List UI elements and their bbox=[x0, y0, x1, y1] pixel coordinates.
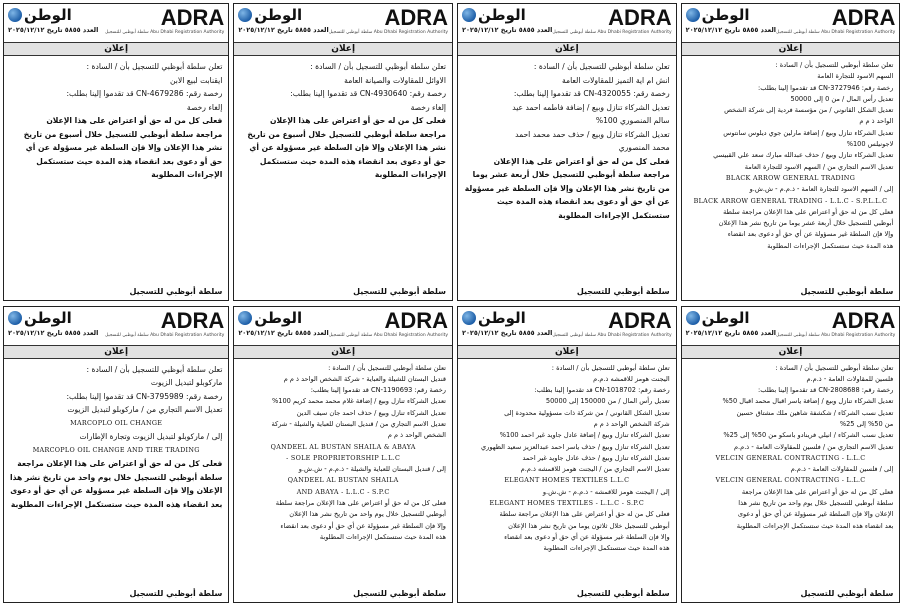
issue-date: العدد ٥٨٥٥ تاريخ ٢٠٢٥/١٢/١٢ bbox=[8, 26, 99, 34]
notice-line: تعديل الشركاء تنازل وبيع / حذف حمد محمد احمد bbox=[515, 129, 670, 139]
notice-line: وإلا فإن السلطة غير مسؤولة عن أي حق أو دعوى بعد انقضاء bbox=[727, 230, 894, 239]
notice-line: QANDEEL AL BUSTAN SHAILA bbox=[287, 476, 399, 485]
notice-header bbox=[458, 307, 676, 345]
notice-line: تعديل الشركاء تنازل وبيع / إضافة غلام محمد محمد كريم 100% bbox=[272, 397, 446, 406]
notice-line: تعلن سلطة أبوظبي للتسجيل بأن / السادة : bbox=[533, 62, 670, 71]
notice-line: ELEGANT HOMES TEXTILES L.L.C bbox=[504, 476, 630, 485]
notice-footer: سلطة أبوظبي للتسجيل bbox=[800, 589, 894, 598]
notice-line: وإلا فإن السلطة غير مسؤولة عن أي حق أو دعوى بعد انقضاء bbox=[504, 532, 670, 541]
notice-line: شركة الشخص الواحد ذ م م bbox=[593, 419, 670, 428]
adra-subtitle: سلطة أبوظبي للتسجيل Abu Dhabi Registration Authority bbox=[105, 332, 225, 338]
notice-line: تعديل الشركاء تنازل وبيع / إضافة مارلين جوي ديلوس سانتوس bbox=[723, 128, 894, 137]
newspaper-name: الوطن bbox=[254, 6, 303, 24]
adra-block bbox=[776, 307, 896, 338]
notice-line: تعديل الاسم التجاري من / قنديل البستان للعباية والشيلة - شركة bbox=[271, 419, 446, 428]
globe-icon bbox=[686, 8, 700, 22]
notice-body bbox=[234, 363, 452, 589]
notice-line: تعديل رأس المال / من 150000 إلى 50000 bbox=[545, 397, 670, 406]
notice-line: مراجعة سلطة أبوظبي للتسجيل خلال أسبوع من تاريخ bbox=[247, 129, 446, 139]
newspaper-logo bbox=[686, 7, 750, 23]
notice-line: تعديل الشكل القانوني / من مؤسسة فردية إلى شركة الشخص bbox=[724, 106, 894, 115]
notice-header bbox=[458, 4, 676, 42]
newspaper-logo bbox=[462, 310, 526, 326]
newspaper-block bbox=[686, 310, 776, 337]
newspaper-block bbox=[238, 310, 328, 337]
notice-line: فعلى كل من له حق أو اعتراض على هذا الإعلان مراجعة bbox=[17, 459, 223, 468]
notice-line: حق أو دعوى بعد انقضاء هذه المدة حيث ستستكمل bbox=[36, 156, 223, 166]
notice-line: اليجنت هومز للاقمشه ذ.م.م bbox=[593, 374, 670, 383]
notice-line: رخصة رقم: CN-4679286 قد تقدموا إلينا بطلب: bbox=[66, 89, 223, 98]
newspaper-logo bbox=[238, 7, 302, 23]
notice-line: BLACK ARROW GENERAL TRADING - L.L.C - S.P.L.L.C bbox=[693, 196, 888, 205]
newspaper-name: الوطن bbox=[478, 308, 526, 327]
notices-grid bbox=[3, 3, 896, 603]
adra-block bbox=[776, 7, 895, 35]
notice-line: فعلى كل من له حق أو اعتراض على هذا الإعلان مراجعة سلطة bbox=[499, 510, 670, 519]
notice-line: حق أو دعوى بعد انقضاء هذه المدة حيث ستستكمل bbox=[259, 156, 446, 166]
globe-icon bbox=[462, 311, 476, 325]
notice-line: تعلن سلطة أبوظبي للتسجيل بأن / السادة : bbox=[775, 363, 894, 372]
newspaper-logo bbox=[238, 310, 302, 326]
newspaper-logo bbox=[686, 310, 750, 326]
notice-line: إلى / السهم الاسود للتجارة العامة - ذ.م.م - ش.ش.و bbox=[749, 185, 894, 194]
notice-footer: سلطة أبوظبي للتسجيل bbox=[129, 589, 223, 598]
notice-card-8 bbox=[681, 306, 900, 604]
notice-line: عن أي حق أو دعوى بعد انقضاء هذه المدة حيث bbox=[497, 197, 670, 206]
newspaper-logo bbox=[8, 310, 72, 326]
notice-line: رخصة رقم: CN-3795989 قد تقدموا إلينا بطلب: bbox=[66, 391, 223, 401]
notice-line: سلطة أبوظبي للتسجيل خلال يوم واحد من تاريخ نشر هذا bbox=[738, 499, 894, 508]
notice-line: QANDEEL AL BUSTAN SHAILA & ABAYA bbox=[270, 442, 416, 451]
globe-icon bbox=[8, 8, 22, 22]
adra-logo: ADRA bbox=[608, 307, 672, 333]
notice-line: من 50% إلى 25% bbox=[839, 419, 894, 428]
notice-card-3 bbox=[457, 3, 677, 301]
issue-date: العدد ٥٨٥٥ تاريخ ٢٠٢٥/١٢/١٢ bbox=[462, 328, 553, 337]
notice-line: أبوظبي للتسجيل خلال ثلاثون يوما من تاريخ نشر هذا الإعلان bbox=[508, 521, 670, 530]
adra-block bbox=[552, 7, 671, 35]
notice-line: MARCOPLO OIL CHANGE AND TIRE TRADING bbox=[32, 445, 200, 454]
notice-line: تعديل الشركاء تنازل وبيع / إضافة ياسر اقبال محمد اقبال 50% bbox=[722, 397, 894, 406]
adra-subtitle: سلطة أبوظبي للتسجيل Abu Dhabi Registration Authority bbox=[552, 332, 672, 338]
newspaper-block bbox=[462, 310, 552, 337]
notice-line: تعلن سلطة أبوظبي للتسجيل بأن / السادة : bbox=[86, 364, 223, 374]
notice-line: ايقنابت لبيع الابن bbox=[169, 75, 223, 85]
notice-line: الشخص الواحد ذ م م bbox=[387, 431, 446, 440]
notice-header bbox=[234, 4, 452, 42]
notice-line: تعديل الشركاء تنازل وبيع / إضافة فاطمه احمد عيد bbox=[512, 102, 670, 112]
notice-line: أبوظبي للتسجيل خلال أربعة عشر يوما من تاريخ نشر هذا الإعلان bbox=[718, 219, 894, 228]
adra-subtitle: سلطة أبوظبي للتسجيل Abu Dhabi Registration Authority bbox=[776, 332, 896, 338]
notice-line: ماركوبلو لتبديل الزيوت bbox=[150, 378, 223, 387]
notice-footer: سلطة أبوظبي للتسجيل bbox=[576, 286, 670, 296]
section-label: إعلان bbox=[234, 42, 452, 56]
notice-line: إلغاء رخصة bbox=[410, 102, 446, 112]
notice-line: فعلى كل من له حق أو اعتراض على هذا الإعلان bbox=[493, 156, 670, 166]
notice-line: إلى / فلسين للمقاولات العامة - ذ.م.م bbox=[790, 465, 894, 474]
adra-logo: ADRA bbox=[384, 307, 448, 333]
notice-line: مراجعة سلطة أبوظبي للتسجيل خلال أربعة عشر يوما bbox=[472, 170, 670, 179]
notice-card-6 bbox=[233, 306, 453, 604]
section-label: إعلان bbox=[458, 345, 676, 359]
newspaper-block bbox=[686, 7, 776, 34]
notice-line: فعلى كل من له حق أو اعتراض على هذا الإعلان مراجعة سلطة bbox=[723, 207, 894, 216]
notice-line: تعديل الشركاء تنازل وبيع / حذف عبدالله مبارك سعد علي القبيسي bbox=[713, 151, 894, 160]
notice-line: فلسين للمقاولات العامة - ذ.م.م bbox=[806, 374, 894, 383]
newspaper-name: الوطن bbox=[24, 308, 72, 327]
notice-line: تعديل الشركاء تنازل وبيع / إضافة عادل جاويد غير احمد 100% bbox=[499, 431, 670, 440]
issue-date: العدد ٥٨٥٥ تاريخ ٢٠٢٥/١٢/١٢ bbox=[685, 26, 777, 34]
notice-footer: سلطة أبوظبي للتسجيل bbox=[353, 589, 446, 598]
notice-line: رخصة رقم: CN-1018702 قد تقدموا إلينا بطلب: bbox=[534, 386, 670, 395]
section-label: إعلان bbox=[4, 345, 228, 359]
notice-header bbox=[234, 307, 452, 345]
issue-date: العدد ٥٨٥٥ تاريخ ٢٠٢٥/١٢/١٢ bbox=[238, 26, 329, 34]
notice-line: تعديل نسب الشركاء / انيلي فرينادو باسكو من 50% إلى 25% bbox=[723, 431, 894, 440]
notice-line: سلطة أبوظبي للتسجيل خلال يوم واحد من تاريخ نشر هذا bbox=[10, 472, 223, 482]
notice-line: سالم المنصوري 100% bbox=[595, 116, 670, 125]
notice-body bbox=[458, 60, 676, 286]
notice-line: MARCOPLO OIL CHANGE bbox=[70, 418, 163, 427]
notice-line: وإلا فإن السلطة غير مسؤولة عن أي حق أو دعوى بعد انقضاء bbox=[280, 521, 446, 530]
notice-line: تعلن سلطة أبوظبي للتسجيل بأن / السادة : bbox=[310, 62, 446, 71]
globe-icon bbox=[238, 8, 252, 22]
notice-line: الإعلان وإلا فإن السلطة غير مسؤولة عن أي حق أو دعوى bbox=[737, 510, 894, 519]
adra-subtitle: سلطة أبوظبي للتسجيل Abu Dhabi Registration Authority bbox=[328, 30, 448, 35]
newspaper-block bbox=[8, 7, 98, 34]
notice-line: إلى / قنديل البستان للعباية والشيلة - ذ.م.م - ش.ش.و bbox=[298, 465, 446, 474]
notice-line: قنديل البستان للشيلة والعباية - شركة الشخص الواحد ذ م م bbox=[283, 374, 446, 383]
notice-line: إلغاء رخصة bbox=[186, 102, 223, 112]
notice-body bbox=[234, 60, 452, 286]
notice-line: رخصة رقم: CN-2808688 قد تقدموا إلينا بطلب: bbox=[758, 386, 894, 395]
notice-header bbox=[682, 4, 900, 42]
notice-line: رخصة رقم: CN-4930640 قد تقدموا إلينا بطلب: bbox=[290, 89, 446, 98]
notice-line: رخصة رقم: CN-4320055 قد تقدموا إلينا بطلب: bbox=[513, 89, 670, 98]
notice-line: الإعلان وإلا فإن السلطة غير مسؤولة عن أي حق أو دعوى bbox=[10, 486, 223, 495]
notice-line: تعلن سلطة أبوظبي للتسجيل بأن / السادة : bbox=[775, 61, 894, 69]
notice-body bbox=[4, 60, 228, 286]
notice-line: تعلن سلطة أبوظبي للتسجيل بأن / السادة : bbox=[328, 363, 446, 372]
issue-date: العدد ٥٨٥٥ تاريخ ٢٠٢٥/١٢/١٢ bbox=[8, 328, 99, 337]
notice-line: تعديل الاسم التجاري من / اليجنت هومز للاقمشه ذ.م.م bbox=[520, 465, 670, 474]
notice-line: إلى / ماركوبلو لتبديل الزيوت وتجارة الإطارات bbox=[79, 432, 223, 441]
notice-footer: سلطة أبوظبي للتسجيل bbox=[129, 286, 223, 296]
globe-icon bbox=[8, 311, 22, 325]
notice-line: تعلن سلطة أبوظبي للتسجيل بأن / السادة : bbox=[551, 363, 670, 372]
section-label: إعلان bbox=[234, 345, 452, 359]
adra-logo: ADRA bbox=[160, 307, 225, 333]
notice-line: مراجعة سلطة أبوظبي للتسجيل خلال أسبوع من تاريخ bbox=[23, 129, 223, 139]
adra-subtitle: سلطة أبوظبي للتسجيل Abu Dhabi Registration Authority bbox=[552, 30, 672, 35]
notice-line: تعديل الشركاء تنازل وبيع / حذف عادل جاويد غير احمد bbox=[522, 453, 670, 462]
adra-logo: ADRA bbox=[608, 5, 672, 30]
newspaper-block bbox=[462, 7, 552, 34]
notice-line: AND ABAYA - L.L.C - S.P.C bbox=[296, 487, 390, 496]
notice-line: بعد انقضاء هذه المدة حيث ستستكمل الإجراءات المطلوبة bbox=[10, 499, 223, 509]
notice-card-4 bbox=[681, 3, 900, 301]
section-label: إعلان bbox=[682, 345, 900, 359]
notice-line: تعديل الاسم التجاري من / ماركوبلو لتبديل الزيوت bbox=[67, 405, 223, 414]
notice-line: ELEGANT HOMES TEXTILES - L.L.C - S.P.C bbox=[489, 499, 645, 508]
adra-block bbox=[105, 307, 225, 338]
issue-date: العدد ٥٨٥٥ تاريخ ٢٠٢٥/١٢/١٢ bbox=[238, 328, 329, 337]
adra-subtitle: سلطة أبوظبي للتسجيل Abu Dhabi Registration Authority bbox=[105, 30, 225, 35]
notice-body bbox=[458, 363, 676, 589]
notice-line: - SOLE PROPRIETORSHIP L.L.C bbox=[286, 453, 401, 462]
notice-header bbox=[4, 4, 228, 42]
notice-line: VELCIN GENERAL CONTRACTING - L.L.C bbox=[715, 453, 866, 462]
notice-footer: سلطة أبوظبي للتسجيل bbox=[800, 286, 894, 296]
notice-header bbox=[4, 307, 228, 345]
notice-line: لاجونيلس 100% bbox=[846, 140, 894, 149]
adra-logo: ADRA bbox=[384, 5, 448, 30]
globe-icon bbox=[462, 8, 476, 22]
notice-line: تعديل الشركاء تنازل وبيع / حذف ياسر احمد عبدالعزيز سعيد الظهوري bbox=[480, 442, 670, 451]
notice-line: تعلن سلطة أبوظبي للتسجيل بأن / السادة : bbox=[86, 62, 223, 71]
notice-line: هذه المدة حيث ستستكمل الإجراءات المطلوبة bbox=[767, 241, 894, 250]
notice-body bbox=[4, 363, 228, 589]
adra-block bbox=[105, 7, 224, 35]
notice-line: هذه المدة حيث ستستكمل الإجراءات المطلوبة bbox=[319, 532, 446, 541]
section-label: إعلان bbox=[682, 42, 900, 56]
issue-date: العدد ٥٨٥٥ تاريخ ٢٠٢٥/١٢/١٢ bbox=[685, 328, 777, 337]
notice-line: إلى / اليجنت هومز للاقمشه - ذ.م.م - ش.ش.و bbox=[542, 487, 670, 496]
issue-date: العدد ٥٨٥٥ تاريخ ٢٠٢٥/١٢/١٢ bbox=[462, 26, 553, 34]
notice-line: نشر هذا الإعلان وإلا فإن السلطة غير مسؤولة عن أي bbox=[249, 143, 446, 152]
notice-body bbox=[682, 363, 900, 589]
notice-line: تعديل الشكل القانوني / من شركة ذات مسؤولية محدودة إلى bbox=[504, 408, 670, 417]
notice-line: بعد انقضاء هذه المدة حيث ستستكمل الإجراءات المطلوبة bbox=[736, 521, 894, 530]
notice-line: من تاريخ نشر هذا الإعلان وإلا فإن السلطة غير مسؤولة bbox=[464, 183, 670, 193]
notice-line: محمد المنصوري bbox=[618, 143, 670, 152]
adra-subtitle: سلطة أبوظبي للتسجيل Abu Dhabi Registration Authority bbox=[776, 30, 896, 35]
section-label: إعلان bbox=[4, 42, 228, 56]
newspaper-name: الوطن bbox=[254, 308, 303, 327]
notice-footer: سلطة أبوظبي للتسجيل bbox=[353, 286, 446, 296]
notice-line: فعلى كل من له حق أو اعتراض على هذا الإعلان bbox=[269, 116, 446, 125]
notice-line: فعلى كل من له حق أو اعتراض على هذا الإعلان bbox=[46, 116, 223, 125]
notice-line: نشر هذا الإعلان وإلا فإن السلطة غير مسؤولة عن أي bbox=[25, 143, 223, 152]
adra-subtitle: سلطة أبوظبي للتسجيل Abu Dhabi Registration Authority bbox=[328, 332, 448, 338]
notice-line: السهم الاسود للتجارة العامة bbox=[817, 72, 894, 81]
notice-line: الإجراءات المطلوبة bbox=[151, 170, 223, 179]
newspaper-logo bbox=[8, 7, 72, 23]
newspaper-block bbox=[238, 7, 328, 34]
newspaper-name: الوطن bbox=[24, 6, 72, 24]
adra-block bbox=[328, 307, 448, 338]
adra-logo: ADRA bbox=[831, 5, 896, 30]
notice-line: الاوائل للمقاولات والصيانة العامة bbox=[344, 75, 446, 85]
adra-logo: ADRA bbox=[831, 307, 896, 333]
notice-line: رخصة رقم: CN-1190693 قد تقدموا إلينا بطلب: bbox=[310, 386, 446, 395]
notice-line: ستستكمل الإجراءات المطلوبة bbox=[558, 210, 670, 220]
notice-line: رخصة رقم: CN-3727946 قد تقدموا إلينا بطلب: bbox=[758, 83, 894, 92]
newspaper-name: الوطن bbox=[478, 6, 526, 24]
notice-line: تعديل رأس المال / من 0 إلى 50000 bbox=[790, 94, 894, 103]
notice-card-2 bbox=[233, 3, 453, 301]
notice-line: تعديل الاسم التجاري من / السهم الاسود للتجارة العامة bbox=[744, 162, 894, 171]
notice-card-1 bbox=[3, 3, 229, 301]
adra-block bbox=[329, 7, 448, 35]
globe-icon bbox=[686, 311, 700, 325]
adra-block bbox=[552, 307, 672, 338]
notice-line: هذه المدة حيث ستستكمل الإجراءات المطلوبة bbox=[543, 544, 670, 553]
notice-card-7 bbox=[457, 306, 677, 604]
notice-line: تعديل نسب الشركاء / شكشفة شاهين ملك مشتاق حسين bbox=[736, 408, 894, 417]
section-label: إعلان bbox=[458, 42, 676, 56]
notice-line: فعلى كل من له حق أو اعتراض على هذا الإعلان مراجعة bbox=[741, 487, 894, 496]
newspaper-name: الوطن bbox=[701, 308, 750, 327]
newspaper-block bbox=[8, 310, 98, 337]
notice-line: BLACK ARROW GENERAL TRADING bbox=[725, 173, 856, 182]
notice-card-5 bbox=[3, 306, 229, 604]
notice-line: تعديل الشركاء تنازل وبيع / حذف احمد جان سيف الدين bbox=[296, 408, 446, 417]
notice-line: فعلى كل من له حق أو اعتراض على هذا الإعلان مراجعة سلطة bbox=[275, 499, 446, 508]
notice-line: الواحد ذ م م bbox=[859, 117, 894, 126]
notice-footer: سلطة أبوظبي للتسجيل bbox=[576, 589, 670, 598]
notice-line: تعديل الاسم التجاري من / فلسين للمقاولات العامة - ذ.م.م bbox=[733, 442, 894, 451]
notice-line: أبوظبي للتسجيل خلال يوم واحد من تاريخ نشر هذا الإعلان bbox=[289, 510, 446, 519]
globe-icon bbox=[238, 311, 252, 325]
notice-line: انش ام اية التميز للمقاولات العامة bbox=[561, 75, 670, 85]
notice-line: VELCIN GENERAL CONTRACTING - L.L.C bbox=[715, 476, 866, 485]
notice-header bbox=[682, 307, 900, 345]
notice-line: الإجراءات المطلوبة bbox=[374, 170, 446, 179]
notice-body bbox=[682, 60, 900, 286]
adra-logo: ADRA bbox=[160, 5, 225, 30]
newspaper-logo bbox=[462, 7, 526, 23]
newspaper-name: الوطن bbox=[701, 6, 750, 24]
